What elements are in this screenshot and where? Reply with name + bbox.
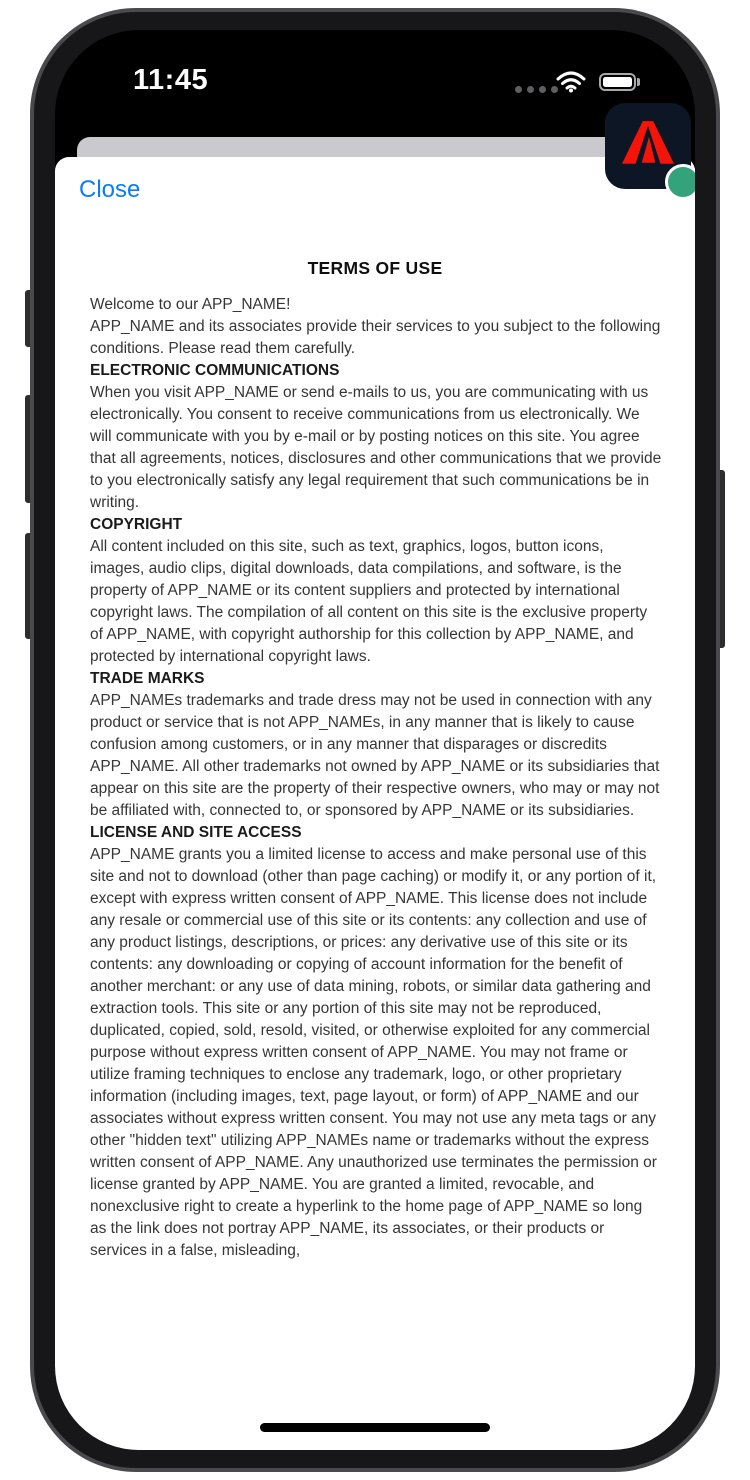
battery-icon [599, 73, 640, 91]
section-body: When you visit APP_NAME or send e-mails to us, you are communicating with us electronically. You consent to receive communications from us electronically. We will communicate with you by e-mail or by posting notices on this site. You agree that all agreements, notices, disclosures and other communications that we provide to you electronically satisfy any legal requirement that such communications be in writing. [90, 384, 662, 511]
section-heading: TRADE MARKS [90, 670, 205, 687]
adobe-logo-icon [622, 121, 674, 167]
section-heading: LICENSE AND SITE ACCESS [90, 824, 302, 841]
intro-paragraph: APP_NAME and its associates provide their services to you subject to the following conditions. Please read them carefully. [90, 318, 661, 357]
section-heading: COPYRIGHT [90, 516, 183, 533]
home-indicator[interactable] [260, 1423, 490, 1432]
section-body: All content included on this site, such as text, graphics, logos, button icons, images, audio clips, digital downloads, data compilations, and software, is the property of APP_NAME or its content suppliers and protected by international copyright laws. The compilation of all content on this site is the exclusive property of APP_NAME, with copyright authorship for this collection by APP_NAME, and protected by international copyright laws. [90, 538, 648, 665]
close-button[interactable]: Close [79, 176, 141, 203]
terms-scroll-area[interactable] [55, 157, 695, 1363]
screen [55, 30, 695, 1450]
wifi-icon [556, 71, 586, 98]
status-dot [665, 164, 695, 200]
clock-label: 11:45 [133, 64, 209, 96]
section-heading: ELECTRONIC COMMUNICATIONS [90, 362, 340, 379]
terms-content [90, 294, 662, 1262]
terms-sheet [55, 157, 695, 1450]
section-body: APP_NAME grants you a limited license to access and make personal use of this site and not to download (other than page caching) or modify it, or any portion of it, except with express written consent of APP_NAME. This license does not include any resale or commercial use of this site or its contents: any collection and use of any product listings, descriptions, or prices: any derivative use of this site or its contents: any downloading or copying of account information for the benefit of another merchant: or any use of data mining, robots, or similar data gathering and extraction tools. This site or any portion of this site may not be reproduced, duplicated, copied, sold, resold, visited, or otherwise exploited for any commercial purpose without express written consent of APP_NAME. You may not frame or utilize framing techniques to enclose any trademark, logo, or other proprietary information (including images, text, page layout, or form) of APP_NAME and our associates without express written consent. You may not use any meta tags or any other "hidden text" utilizing APP_NAMEs name or trademarks without the express written consent of APP_NAME. Any unauthorized use terminates the permission or license granted by APP_NAME. You are granted a limited, revocable, and nonexclusive right to create a hyperlink to the home page of APP_NAME so long as the link does not portray APP_NAME, its associates, or their products or services in a false, misleading, [90, 846, 657, 1259]
phone-frame [30, 8, 720, 1472]
intro-paragraph: Welcome to our APP_NAME! [90, 296, 291, 313]
cellular-signal-icon [515, 86, 558, 93]
page-title: TERMS OF USE [307, 258, 443, 278]
adobe-app-badge[interactable] [605, 103, 691, 189]
section-body: APP_NAMEs trademarks and trade dress may not be used in connection with any product or service that is not APP_NAMEs, in any manner that is likely to cause confusion among customers, or in any manner that disparages or discredits APP_NAME. All other trademarks not owned by APP_NAME or its subsidiaries that appear on this site are the property of their respective owners, who may or may not be affiliated with, connected to, or sponsored by APP_NAME or its subsidiaries. [90, 692, 660, 819]
